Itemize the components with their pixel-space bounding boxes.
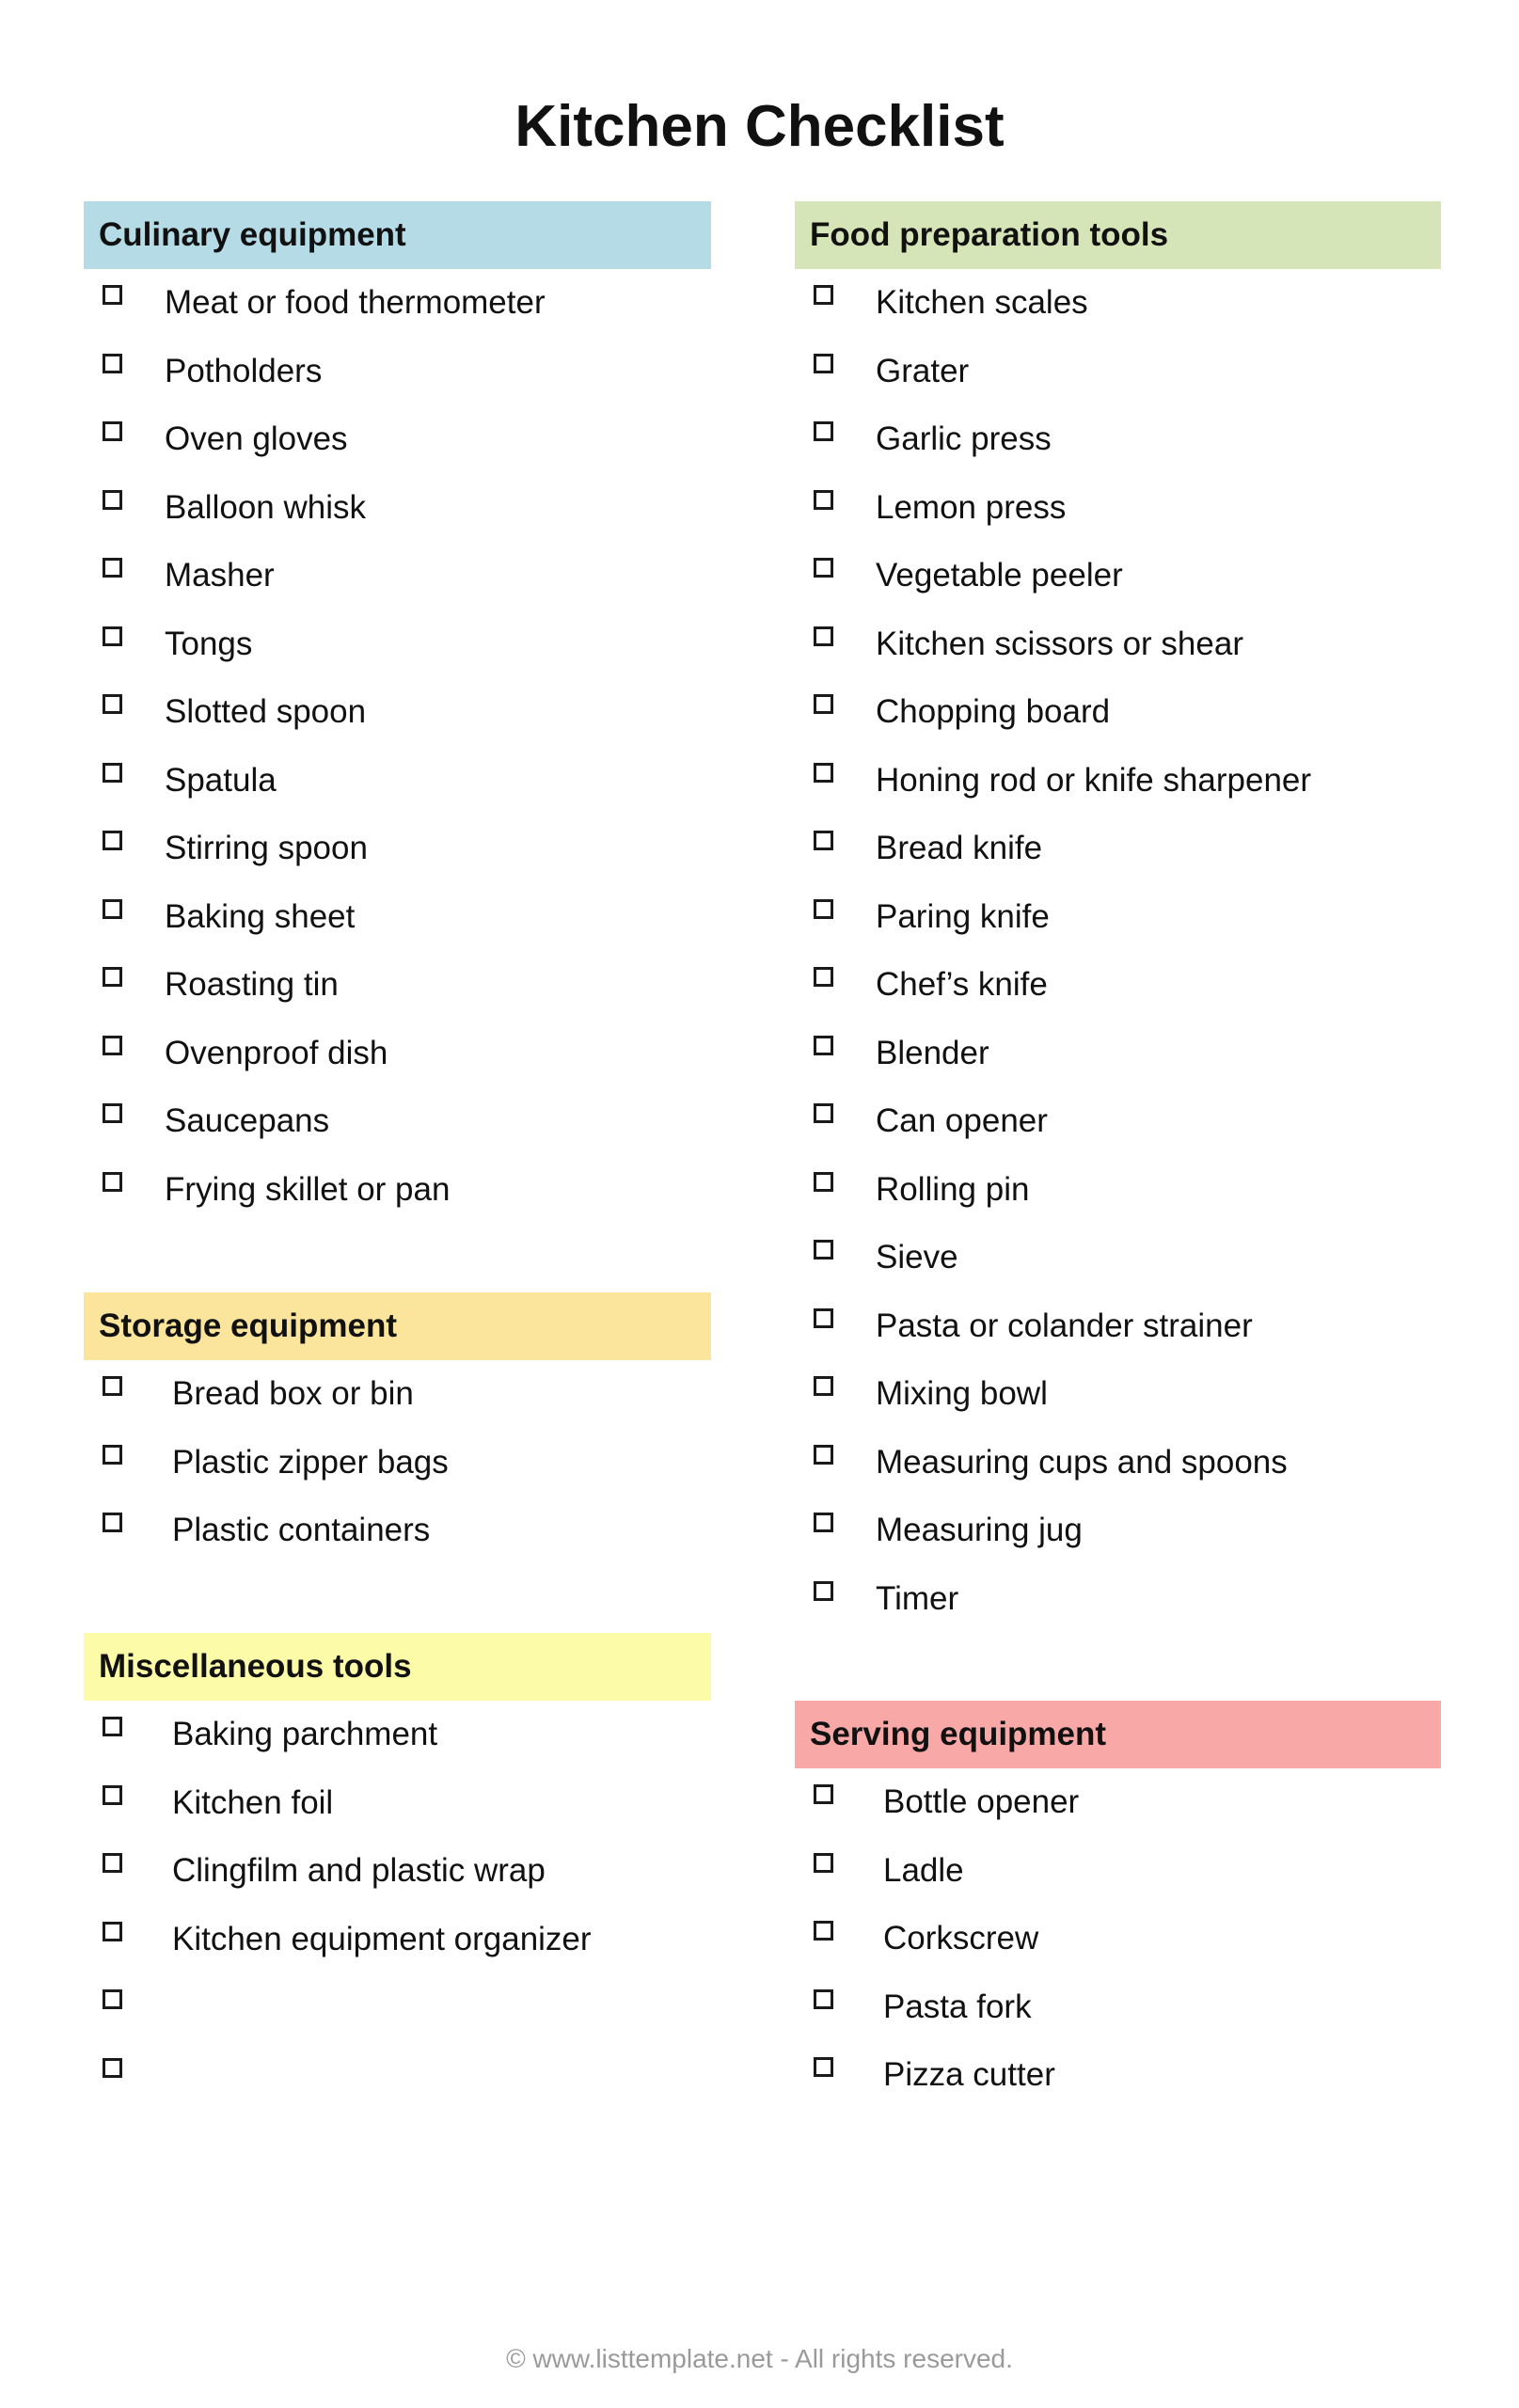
- checklist-item-label: Lemon press: [876, 488, 1067, 526]
- checklist-item-label: Bread box or bin: [172, 1375, 414, 1412]
- checklist-item: [84, 951, 711, 1020]
- checklist-item-label: Pasta or colander strainer: [876, 1307, 1253, 1344]
- checklist-item-label: Roasting tin: [165, 966, 339, 1003]
- checklist-item-label: Bread knife: [876, 830, 1043, 866]
- checkbox[interactable]: [103, 1376, 122, 1396]
- checklist-item-label: Corkscrew: [883, 1920, 1039, 1956]
- checkbox[interactable]: [814, 899, 833, 919]
- checkbox[interactable]: [814, 1103, 833, 1123]
- checklist-item: [795, 405, 1441, 474]
- checkbox[interactable]: [814, 1921, 833, 1941]
- checkbox[interactable]: [814, 626, 833, 646]
- checklist-item: [795, 1973, 1441, 2042]
- checkbox[interactable]: [103, 1785, 122, 1805]
- checklist-item: [795, 1837, 1441, 1906]
- checklist-item: [795, 1224, 1441, 1292]
- checkbox[interactable]: [103, 1922, 122, 1941]
- storage-heading: Storage equipment: [84, 1292, 711, 1360]
- checklist-item-label: Spatula: [165, 761, 277, 799]
- misc-heading: Miscellaneous tools: [84, 1633, 711, 1701]
- checkbox[interactable]: [103, 1036, 122, 1055]
- checkbox[interactable]: [103, 558, 122, 578]
- checklist-item-label: Rolling pin: [876, 1170, 1030, 1208]
- checklist-item: [84, 747, 711, 816]
- checklist-item: [84, 1087, 711, 1156]
- checklist-item: [84, 1701, 711, 1769]
- checklist-item-label: Clingfilm and plastic wrap: [172, 1852, 546, 1889]
- checklist-item: [795, 1565, 1441, 1634]
- checklist-item: [795, 678, 1441, 747]
- checklist-item: [795, 1768, 1441, 1837]
- checklist-item: [84, 1020, 711, 1088]
- checkbox[interactable]: [814, 558, 833, 578]
- checkbox[interactable]: [103, 1445, 122, 1465]
- checklist-item: [84, 1156, 711, 1225]
- storage-section: [84, 1292, 711, 1565]
- checklist-item-label: Baking parchment: [172, 1716, 438, 1752]
- checklist-item: [84, 1837, 711, 1906]
- checkbox[interactable]: [103, 1103, 122, 1123]
- food-prep-heading: Food preparation tools: [795, 201, 1441, 269]
- checklist-item: [795, 815, 1441, 883]
- checklist-item: [795, 747, 1441, 816]
- checklist-item-label: Measuring jug: [876, 1512, 1083, 1548]
- checkbox[interactable]: [103, 421, 122, 441]
- checkbox[interactable]: [814, 1853, 833, 1873]
- checklist-item-label: Oven gloves: [165, 420, 348, 457]
- checklist-item-label: Pasta fork: [883, 1988, 1032, 2025]
- checklist-item-label: Potholders: [165, 352, 323, 389]
- checkbox[interactable]: [103, 899, 122, 919]
- checklist-item: [84, 883, 711, 952]
- checkbox[interactable]: [103, 1172, 122, 1192]
- checkbox[interactable]: [103, 831, 122, 850]
- checkbox[interactable]: [103, 2058, 122, 2078]
- checklist-item: [84, 815, 711, 883]
- checklist-item: [795, 1905, 1441, 1973]
- checklist-item: [84, 474, 711, 543]
- checkbox[interactable]: [103, 1717, 122, 1736]
- checkbox[interactable]: [814, 354, 833, 373]
- checkbox[interactable]: [103, 763, 122, 783]
- checklist-item-label: Vegetable peeler: [876, 557, 1123, 594]
- checklist-item-label: Bottle opener: [883, 1783, 1080, 1820]
- checkbox[interactable]: [103, 1853, 122, 1873]
- checkbox[interactable]: [814, 1376, 833, 1396]
- checkbox[interactable]: [814, 490, 833, 510]
- checklist-item: [795, 338, 1441, 406]
- checkbox[interactable]: [103, 1989, 122, 2009]
- checklist-item-label: Kitchen scissors or shear: [876, 625, 1243, 662]
- checklist-item: [795, 542, 1441, 610]
- checkbox[interactable]: [814, 763, 833, 783]
- checkbox[interactable]: [814, 285, 833, 305]
- checklist-item: [795, 1429, 1441, 1497]
- misc-section: [84, 1633, 711, 2110]
- checklist-item-label: Balloon whisk: [165, 488, 366, 526]
- checklist-item-label: Sieve: [876, 1239, 958, 1275]
- checklist-item-label: Tongs: [165, 625, 253, 662]
- checklist-item: [84, 1429, 711, 1497]
- checkbox[interactable]: [814, 1172, 833, 1192]
- checkbox[interactable]: [814, 967, 833, 987]
- checklist-item-label: Measuring cups and spoons: [876, 1443, 1288, 1481]
- checklist-item: [84, 678, 711, 747]
- serving-section: [795, 1701, 1441, 2110]
- checkbox[interactable]: [814, 1308, 833, 1328]
- checkbox[interactable]: [814, 1581, 833, 1601]
- checklist-item: [84, 338, 711, 406]
- checklist-item-label: Mixing bowl: [876, 1375, 1048, 1412]
- culinary-heading: Culinary equipment: [84, 201, 711, 269]
- checklist-item-label: Pizza cutter: [883, 2056, 1055, 2093]
- checklist-item-label: Saucepans: [165, 1102, 330, 1139]
- food-prep-section: [795, 201, 1441, 1633]
- checklist-item-label: Honing rod or knife sharpener: [876, 761, 1312, 799]
- checkbox[interactable]: [814, 831, 833, 850]
- checklist-item: [795, 610, 1441, 679]
- checklist-item: [84, 1497, 711, 1565]
- checklist-item-label: Chopping board: [876, 693, 1111, 730]
- checklist-item-label: Plastic zipper bags: [172, 1443, 449, 1481]
- checklist-item-label: Frying skillet or pan: [165, 1170, 451, 1208]
- storage-item-list: [84, 1360, 711, 1565]
- culinary-item-list: [84, 269, 711, 1224]
- checkbox[interactable]: [103, 285, 122, 305]
- checkbox[interactable]: [814, 1445, 833, 1465]
- checklist-item-label: Grater: [876, 352, 970, 389]
- checklist-item-label: Kitchen equipment organizer: [172, 1920, 592, 1957]
- checkbox[interactable]: [814, 694, 833, 714]
- checkbox[interactable]: [103, 626, 122, 646]
- checklist-item-label: Kitchen foil: [172, 1783, 334, 1821]
- checklist-item-label: Ladle: [883, 1851, 964, 1889]
- checkbox[interactable]: [103, 490, 122, 510]
- food-prep-item-list: [795, 269, 1441, 1633]
- checklist-item: [795, 1360, 1441, 1429]
- checklist-item-label: Plastic containers: [172, 1512, 431, 1548]
- checklist-item: [795, 951, 1441, 1020]
- checklist-item: [84, 1360, 711, 1429]
- checklist-item-label: Kitchen scales: [876, 284, 1088, 321]
- checklist-item-label: Chef’s knife: [876, 966, 1048, 1003]
- checklist-item-label: Garlic press: [876, 420, 1052, 457]
- checklist-item: [795, 269, 1441, 338]
- serving-heading: Serving equipment: [795, 1701, 1441, 1768]
- copyright-footer: © www.listtemplate.net - All rights reserved.: [506, 2344, 1013, 2373]
- checkbox[interactable]: [103, 967, 122, 987]
- checklist-item-label: Masher: [165, 557, 275, 594]
- checklist-item: [795, 1087, 1441, 1156]
- checklist-item: [795, 1497, 1441, 1565]
- checklist-item-label: Timer: [876, 1579, 959, 1617]
- checklist-item: [795, 1020, 1441, 1088]
- checkbox[interactable]: [103, 694, 122, 714]
- checklist-item: [795, 474, 1441, 543]
- checklist-item-label: Meat or food thermometer: [165, 284, 546, 321]
- checklist-item: [84, 1973, 711, 2042]
- checkbox[interactable]: [814, 2057, 833, 2077]
- checklist-item: [84, 2042, 711, 2111]
- checklist-item: [84, 610, 711, 679]
- checklist-item-label: Can opener: [876, 1102, 1048, 1139]
- checklist-item: [84, 542, 711, 610]
- checkbox[interactable]: [103, 1513, 122, 1532]
- checkbox[interactable]: [814, 1240, 833, 1259]
- checklist-item: [84, 1769, 711, 1838]
- checklist-item: [84, 1906, 711, 1974]
- misc-item-list: [84, 1701, 711, 2110]
- checklist-item: [795, 1156, 1441, 1225]
- checklist-item-label: Slotted spoon: [165, 693, 367, 730]
- serving-item-list: [795, 1768, 1441, 2110]
- checklist-item-label: Baking sheet: [165, 897, 356, 935]
- checklist-item-label: Stirring spoon: [165, 830, 368, 866]
- page-title: Kitchen Checklist: [514, 94, 1005, 159]
- checkbox[interactable]: [103, 354, 122, 373]
- checklist-item: [84, 269, 711, 338]
- checklist-item-label: Ovenproof dish: [165, 1034, 388, 1071]
- checkbox[interactable]: [814, 1036, 833, 1055]
- culinary-section: [84, 201, 711, 1224]
- checklist-item: [795, 1292, 1441, 1361]
- checkbox[interactable]: [814, 421, 833, 441]
- checklist-item-label: Blender: [876, 1034, 989, 1071]
- checklist-item: [84, 405, 711, 474]
- checklist-item-label: Paring knife: [876, 897, 1050, 935]
- checklist-item: [795, 883, 1441, 952]
- checkbox[interactable]: [814, 1989, 833, 2009]
- checkbox[interactable]: [814, 1513, 833, 1532]
- checklist-item: [795, 2041, 1441, 2110]
- checkbox[interactable]: [814, 1784, 833, 1804]
